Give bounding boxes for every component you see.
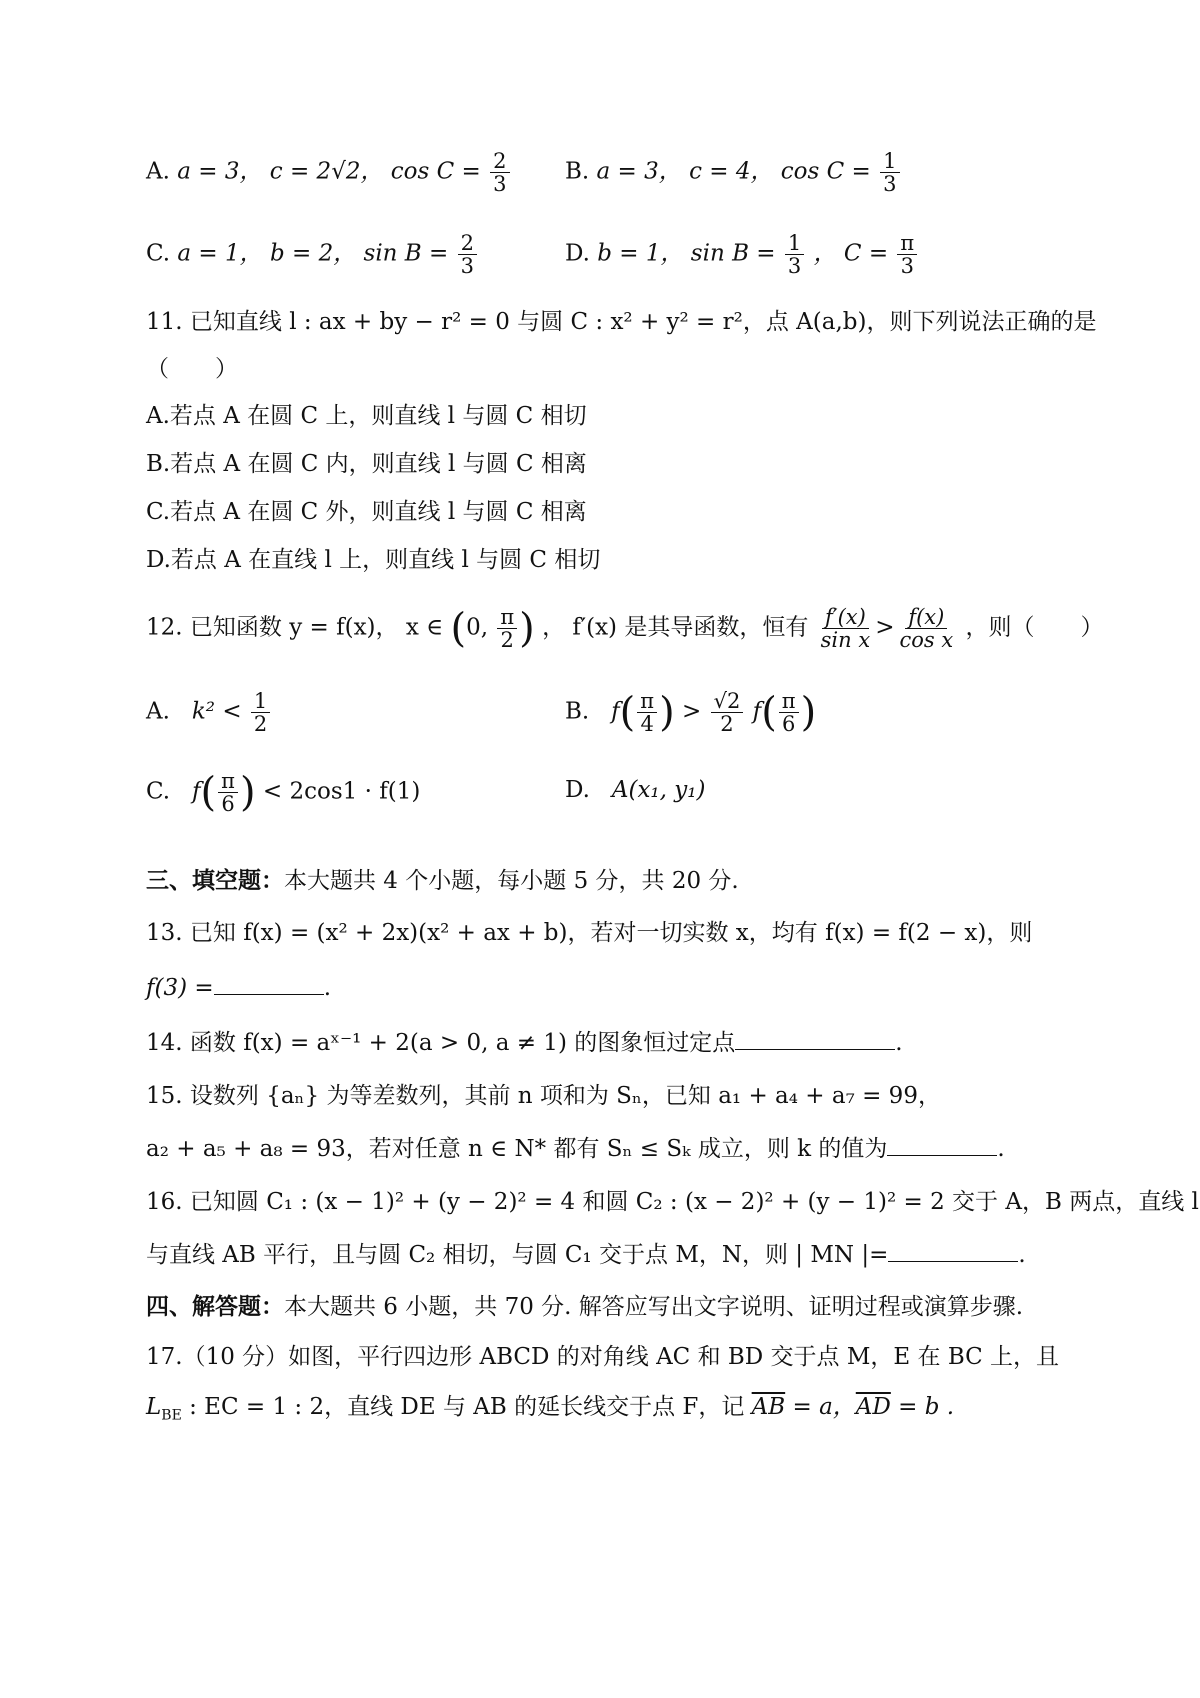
fraction bbox=[711, 690, 744, 735]
frac-num: π bbox=[637, 690, 657, 713]
fraction bbox=[785, 232, 804, 277]
fraction bbox=[490, 150, 509, 195]
q17-line2 bbox=[146, 1392, 954, 1431]
stem-text: ， f′(x) 是其导函数，恒有 bbox=[542, 614, 809, 641]
q10-option-a bbox=[146, 150, 512, 195]
fraction bbox=[880, 150, 899, 195]
frac-den: 2 bbox=[253, 712, 268, 736]
option-expr: ， C = bbox=[813, 240, 889, 267]
q10-option-b bbox=[565, 150, 902, 195]
frac-num: 2 bbox=[490, 150, 509, 173]
option-label: D. bbox=[565, 777, 590, 803]
q11-option-d: D.若点 A 在直线 l 上，则直线 l 与圆 C 相切 bbox=[146, 547, 601, 573]
stem-text: 与直线 AB 平行，且与圆 C₂ 相切，与圆 C₁ 交于点 M，N，则 | MN |= bbox=[146, 1242, 889, 1268]
interval-bracket: ) bbox=[519, 605, 535, 652]
q16-line1: 16. 已知圆 C₁ : (x − 1)² + (y − 2)² = 4 和圆 C₂ : (x − 2)² + (y − 1)² = 2 交于 A，B 两点，直线 l bbox=[146, 1189, 1199, 1215]
q12-option-c bbox=[146, 770, 420, 815]
frac-num: 2 bbox=[458, 232, 477, 255]
frac-num: f′(x) bbox=[822, 606, 869, 629]
q12-option-a bbox=[146, 690, 272, 735]
subscript: BE bbox=[161, 1407, 182, 1424]
q12-option-d bbox=[565, 775, 705, 805]
option-label: A. bbox=[146, 158, 170, 185]
frac-den: 3 bbox=[900, 254, 914, 278]
option-label: A. bbox=[146, 698, 170, 725]
answer-paren: （ ） bbox=[146, 356, 238, 382]
bracket: ) bbox=[800, 689, 817, 736]
section-title: 四、解答题： bbox=[146, 1293, 284, 1320]
option-expr: a = 1， b = 2， sin B = bbox=[177, 240, 449, 267]
fraction bbox=[897, 232, 917, 277]
frac-num: 1 bbox=[251, 690, 270, 713]
frac-num: π bbox=[897, 232, 917, 255]
q12-stem: 12. 已知函数 y = f(x)， x ∈ (0, $\frac{\pi}{2}$ ) ， f′(x) 是其导函数，恒有 $\frac{f'(x)}{\text{sin x}}$ > $\frac{f(x)}{\text{cos x}}$ ，则（ ） bbox=[146, 605, 1104, 652]
q15-line1: 15. 设数列 {aₙ} 为等差数列，其前 n 项和为 Sₙ，已知 a₁ + a₄ + a₇ = 99， bbox=[146, 1083, 941, 1109]
section-title: 三、填空题： bbox=[146, 867, 284, 894]
option-label: B. bbox=[565, 698, 590, 725]
frac-num: π bbox=[779, 690, 799, 713]
q13-line1: 13. 已知 f(x) = (x² + 2x)(x² + ax + b)，若对一切实数 x，均有 f(x) = f(2 − x)，则 bbox=[146, 920, 1033, 946]
fraction bbox=[497, 606, 517, 651]
section-3-heading bbox=[146, 866, 739, 896]
frac-den: 4 bbox=[640, 712, 654, 736]
option-expr: a = 3， c = 4， cos C = bbox=[596, 158, 871, 185]
option-expr: b = 1， sin B = bbox=[597, 240, 776, 267]
q15-line2: a₂ + a₅ + a₈ = 93，若对任意 n ∈ N* 都有 Sₙ ≤ Sₖ 成立，则 k 的值为 . bbox=[146, 1136, 1005, 1162]
fraction bbox=[218, 770, 238, 815]
frac-den: 3 bbox=[460, 254, 474, 278]
fraction bbox=[779, 690, 799, 735]
frac-den: 2 bbox=[720, 712, 734, 736]
frac-den: sin x bbox=[820, 628, 871, 652]
q16-line2: 与直线 AB 平行，且与圆 C₂ 相切，与圆 C₁ 交于点 M，N，则 | MN |= . bbox=[146, 1242, 1026, 1268]
bracket: ( bbox=[200, 769, 217, 816]
stem-text: 12. 已知函数 y = f(x)， x ∈ bbox=[146, 614, 444, 641]
option-label: D. bbox=[565, 240, 590, 267]
vector-ab: $\overline{AB}$ bbox=[751, 1394, 786, 1420]
section-desc: 本大题共 4 个小题，每小题 5 分，共 20 分. bbox=[284, 868, 739, 894]
q11-option-c: C.若点 A 在圆 C 外，则直线 l 与圆 C 相离 bbox=[146, 499, 587, 525]
frac-den: 2 bbox=[500, 628, 514, 652]
bracket: ( bbox=[619, 689, 636, 736]
frac-den: 6 bbox=[782, 712, 796, 736]
option-label: C. bbox=[146, 778, 171, 805]
q13-line2: f(3) = . bbox=[146, 975, 331, 1001]
q10-option-d bbox=[565, 232, 919, 277]
stem-text: ，则（ ） bbox=[965, 614, 1104, 641]
option-expr: A(x₁, y₁) bbox=[611, 777, 706, 803]
fraction bbox=[458, 232, 477, 277]
frac-den: cos x bbox=[899, 628, 954, 652]
stem-text: : EC = 1 : 2，直线 DE 与 AB 的延长线交于点 F，记 bbox=[181, 1394, 745, 1420]
bracket: ) bbox=[659, 689, 675, 736]
fraction bbox=[251, 690, 270, 735]
stem-text: = b . bbox=[890, 1394, 955, 1420]
stem-text: a₂ + a₅ + a₈ = 93，若对任意 n ∈ N* 都有 Sₙ ≤ Sₖ 成立，则 k 的值为 bbox=[146, 1136, 888, 1162]
comparison: > bbox=[682, 698, 702, 725]
option-expr: f bbox=[611, 698, 620, 725]
interval-bracket: ( bbox=[450, 605, 467, 652]
option-label: C. bbox=[146, 240, 171, 267]
stem-text: 14. 函数 f(x) = aˣ⁻¹ + 2(a > 0, a ≠ 1) 的图象恒过定点 bbox=[146, 1030, 736, 1056]
q11-stem: 11. 已知直线 l : ax + by − r² = 0 与圆 C : x² + y² = r²，点 A(a,b)，则下列说法正确的是 bbox=[146, 309, 1097, 335]
q11-option-a: A.若点 A 在圆 C 上，则直线 l 与圆 C 相切 bbox=[146, 403, 587, 429]
q11-option-b: B.若点 A 在圆 C 内，则直线 l 与圆 C 相离 bbox=[146, 451, 587, 477]
answer-blank bbox=[887, 1137, 997, 1156]
bracket: ) bbox=[239, 769, 256, 816]
option-expr: k² < bbox=[191, 698, 242, 725]
q14: 14. 函数 f(x) = aˣ⁻¹ + 2(a > 0, a ≠ 1) 的图象恒过定点 . bbox=[146, 1030, 903, 1056]
stem-text: L bbox=[146, 1394, 162, 1420]
option-expr: a = 3， c = 2√2， cos C = bbox=[177, 158, 481, 185]
q10-option-c bbox=[146, 232, 479, 277]
frac-num: π bbox=[218, 770, 238, 793]
option-expr: f bbox=[752, 698, 762, 725]
fraction bbox=[818, 606, 874, 651]
frac-den: 6 bbox=[221, 792, 235, 816]
frac-num: 1 bbox=[880, 150, 899, 173]
stem-text: f(3) = bbox=[146, 975, 214, 1001]
section-desc: 本大题共 6 小题，共 70 分. 解答应写出文字说明、证明过程或演算步骤. bbox=[284, 1294, 1024, 1320]
fraction bbox=[896, 606, 956, 651]
option-label: B. bbox=[565, 158, 590, 185]
frac-num: π bbox=[497, 606, 517, 629]
answer-blank bbox=[888, 1243, 1018, 1262]
interval-text: 0, bbox=[466, 614, 489, 641]
option-expr: < 2cos1 · f(1) bbox=[262, 778, 421, 805]
frac-den: 3 bbox=[493, 172, 507, 196]
fraction bbox=[637, 690, 657, 735]
q17-line1: 17.（10 分）如图，平行四边形 ABCD 的对角线 AC 和 BD 交于点 M，E 在 BC 上，且 bbox=[146, 1344, 1060, 1370]
frac-num: 1 bbox=[785, 232, 804, 255]
section-4-heading bbox=[146, 1292, 1023, 1322]
answer-blank bbox=[214, 976, 324, 995]
frac-num: √2 bbox=[711, 690, 744, 713]
vector-ad: $\overline{AD}$ bbox=[855, 1394, 891, 1420]
bracket: ( bbox=[761, 689, 777, 736]
option-expr: f bbox=[192, 778, 201, 805]
q12-option-b bbox=[565, 690, 816, 735]
answer-blank bbox=[735, 1031, 895, 1050]
frac-den: 3 bbox=[883, 172, 897, 196]
frac-den: 3 bbox=[787, 254, 802, 278]
stem-text: = a， bbox=[785, 1394, 856, 1420]
frac-num: f(x) bbox=[905, 606, 947, 629]
